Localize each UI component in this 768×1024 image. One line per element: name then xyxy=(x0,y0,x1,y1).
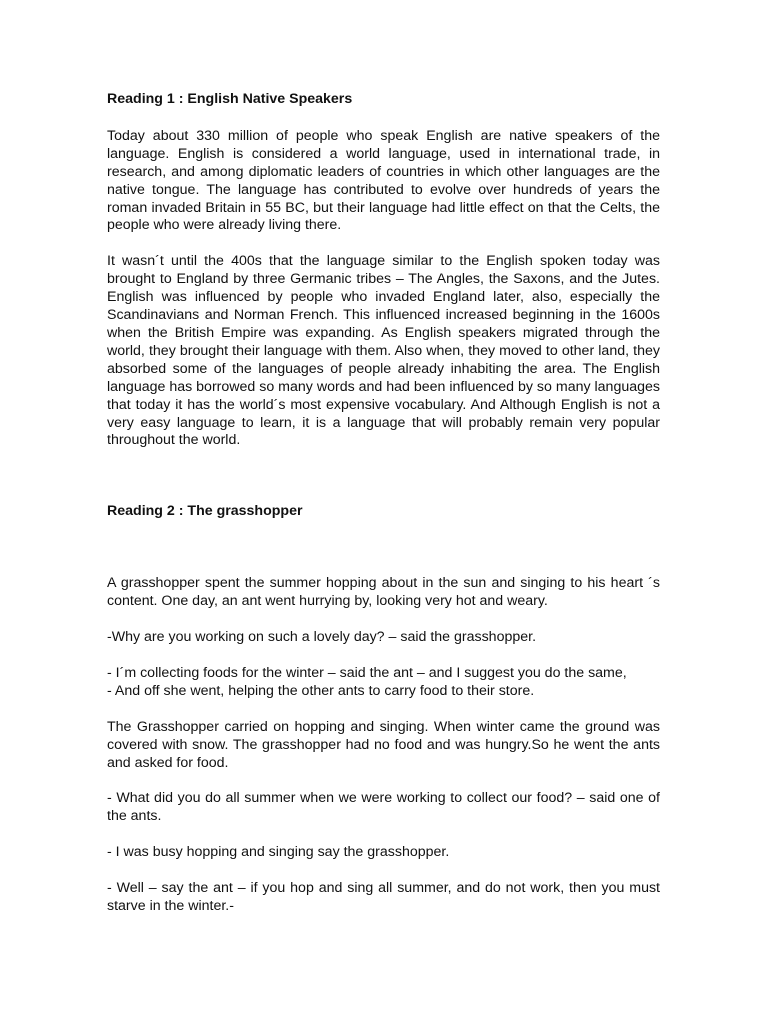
reading-2-dialogue-1: -Why are you working on such a lovely day? – said the grasshopper. xyxy=(107,629,537,646)
reading-2-title: Reading 2 : The grasshopper xyxy=(107,503,303,520)
reading-1-title: Reading 1 : English Native Speakers xyxy=(107,91,353,107)
reading-1-paragraph-2: It wasn´t until the 400s that the language similar to the English spoken today was brought to England by three Germanic tribes – The Angles, the Saxons, and the Jutes. English was influenced by people who invaded England later, also, especially the Scandinavians and Norman French. This influenced increased beginning in the 1600s when the British Empire was expanding. As English speakers migrated through the world, they brought their language with them. Also when, they moved to other land, they absorbed some of the languages of people already inhabiting the area. The English language has borrowed so many words and had been influenced by so many languages that today it has the world´s most expensive vocabulary. And Although English is not a very easy language to learn, it is a language that will probably remain very popular throughout the world. xyxy=(107,253,660,449)
reading-2-dialogue-2: - I´m collecting foods for the winter – said the ant – and I suggest you do the same, xyxy=(107,664,627,681)
reading-2-dialogue-3: - And off she went, helping the other ants to carry food to their store. xyxy=(107,682,535,699)
reading-2-dialogue-6: - Well – say the ant – if you hop and sing all summer, and do not work, then you must starve in the winter.- xyxy=(107,880,660,915)
reading-2-dialogue-4: - What did you do all summer when we were working to collect our food? – said one of the ants. xyxy=(107,790,660,825)
reading-2-dialogue-5: - I was busy hopping and singing say the grasshopper. xyxy=(107,844,450,861)
reading-2-paragraph-2: The Grasshopper carried on hopping and singing. When winter came the ground was covered with snow. The grasshopper had no food and was hungry.So he went the ants and asked for food. xyxy=(107,718,660,771)
document-page xyxy=(107,91,660,916)
reading-2-paragraph-1: A grasshopper spent the summer hopping about in the sun and singing to his heart ´s content. One day, an ant went hurrying by, looking very hot and weary. xyxy=(107,575,660,610)
reading-1-paragraph-1: Today about 330 million of people who speak English are native speakers of the language. English is considered a world language, used in international trade, in research, and among diplomatic leaders of countries in which other languages are the native tongue. The language has contributed to evolve over hundreds of years the roman invaded Britain in 55 BC, but their language had little effect on that the Celts, the people who were already living there. xyxy=(107,127,660,234)
